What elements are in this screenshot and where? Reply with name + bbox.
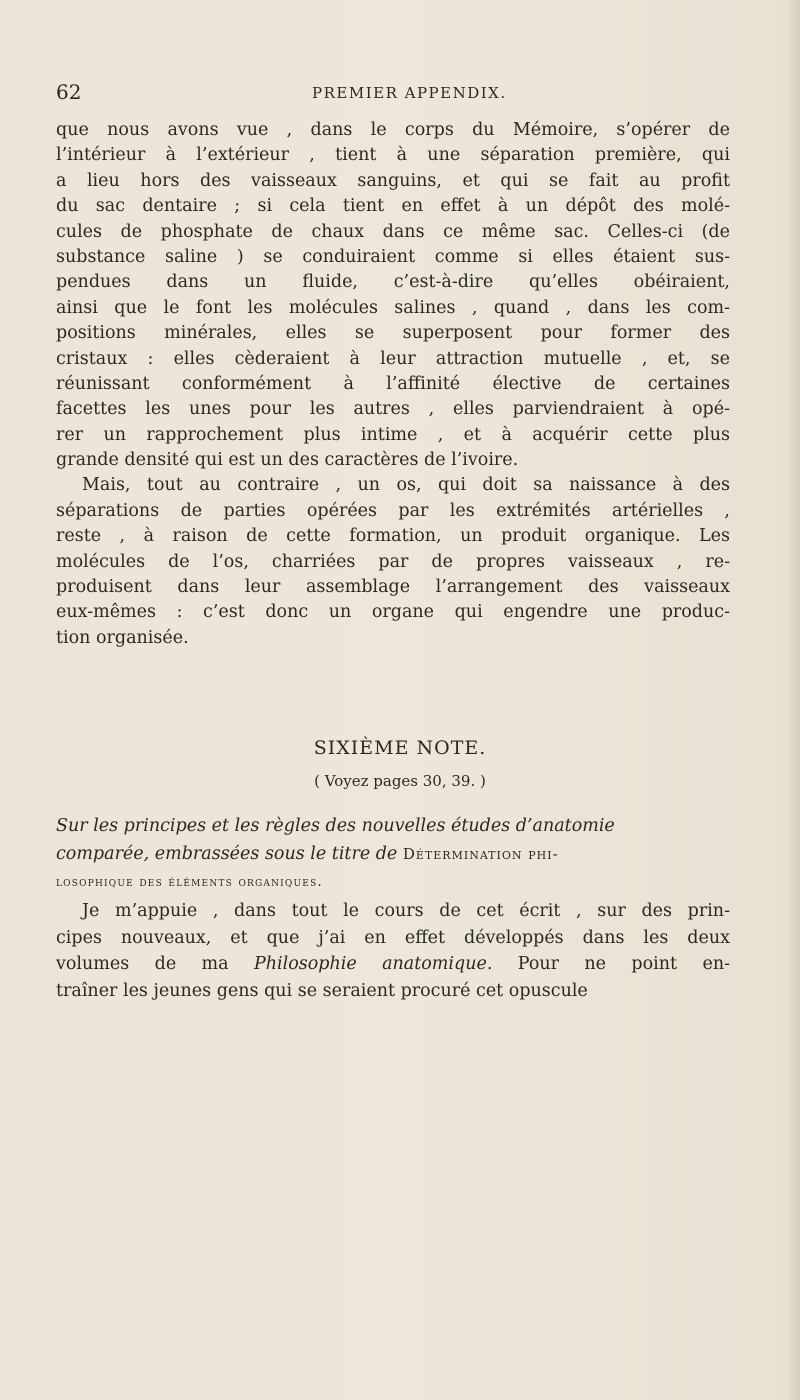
note-subtitle <box>56 812 730 896</box>
text-line: séparations de parties opérées par les extrémités artérielles , <box>56 500 730 521</box>
subtitle-italic: comparée, embrassées sous le titre de <box>56 844 398 864</box>
text-line: cules de phosphate de chaux dans ce même sac. Celles-ci (de <box>56 221 730 242</box>
body-text <box>56 118 730 651</box>
note-body <box>56 898 730 1004</box>
note-title: SIXIÈME NOTE. <box>313 737 487 759</box>
text-line: eux-mêmes : c’est donc un organe qui engendre une produc- <box>56 602 730 623</box>
subtitle-line <box>56 812 730 840</box>
text-line: positions minérales, elles se superposent pour former des <box>56 323 730 344</box>
text-line: ainsi que le font les molécules salines , quand , dans les com- <box>56 297 730 318</box>
subtitle-line <box>56 840 730 868</box>
text-line: grande densité qui est un des caractères de l’ivoire. <box>56 450 519 471</box>
text-line: cipes nouveaux, et que j’ai en effet développés dans les deux <box>56 927 730 948</box>
text-line: cristaux : elles cèderaient à leur attraction mutuelle , et, se <box>56 348 730 369</box>
page-edge-shadow <box>786 0 800 1400</box>
text-line: traîner les jeunes gens qui se seraient procuré cet opuscule <box>56 980 588 1001</box>
text-line: Mais, tout au contraire , un os, qui doit sa naissance à des <box>82 475 730 496</box>
text-segment: . Pour ne point en- <box>486 954 730 975</box>
text-line: du sac dentaire ; si cela tient en effet à un dépôt des molé- <box>56 196 730 217</box>
text-line: tion organisée. <box>56 627 189 648</box>
text-line: a lieu hors des vaisseaux sanguins, et qui se fait au profit <box>56 170 730 191</box>
text-line: que nous avons vue , dans le corps du Mémoire, s’opérer de <box>56 120 730 140</box>
text-line: pendues dans un fluide, c’est-à-dire qu’elles obéiraient, <box>56 272 730 293</box>
note-reference: ( Voyez pages 30, 39. ) <box>314 772 486 790</box>
page-number: 62 <box>56 80 82 104</box>
text-line: réunissant conformément à l’affinité élective de certaines <box>56 373 730 394</box>
text-line: produisent dans leur assemblage l’arrangement des vaisseaux <box>56 577 730 598</box>
text-line: facettes les unes pour les autres , elles parviendraient à opé- <box>56 399 730 420</box>
text-segment: volumes de ma <box>56 954 254 975</box>
subtitle-smallcaps-line: losophique des éléments organiques. <box>56 874 323 890</box>
text-line <box>56 951 730 978</box>
text-line: l’intérieur à l’extérieur , tient à une séparation première, qui <box>56 145 730 166</box>
page-header <box>56 80 756 110</box>
running-head: PREMIER APPENDIX. <box>312 84 507 102</box>
subtitle-italic: Sur les principes et les règles des nouvelles études d’anatomie <box>56 816 615 836</box>
text-line: rer un rapprochement plus intime , et à acquérir cette plus <box>56 424 730 445</box>
text-line: reste , à raison de cette formation, un produit organique. Les <box>56 526 730 547</box>
text-line: substance saline ) se conduiraient comme si elles étaient sus- <box>56 246 730 267</box>
book-title-italic: Philosophie anatomique <box>253 954 487 975</box>
subtitle-smallcaps: Détermination phi- <box>402 845 559 863</box>
text-line: Je m’appuie , dans tout le cours de cet écrit , sur des prin- <box>82 901 730 921</box>
text-line: molécules de l’os, charriées par de propres vaisseaux , re- <box>56 551 730 572</box>
